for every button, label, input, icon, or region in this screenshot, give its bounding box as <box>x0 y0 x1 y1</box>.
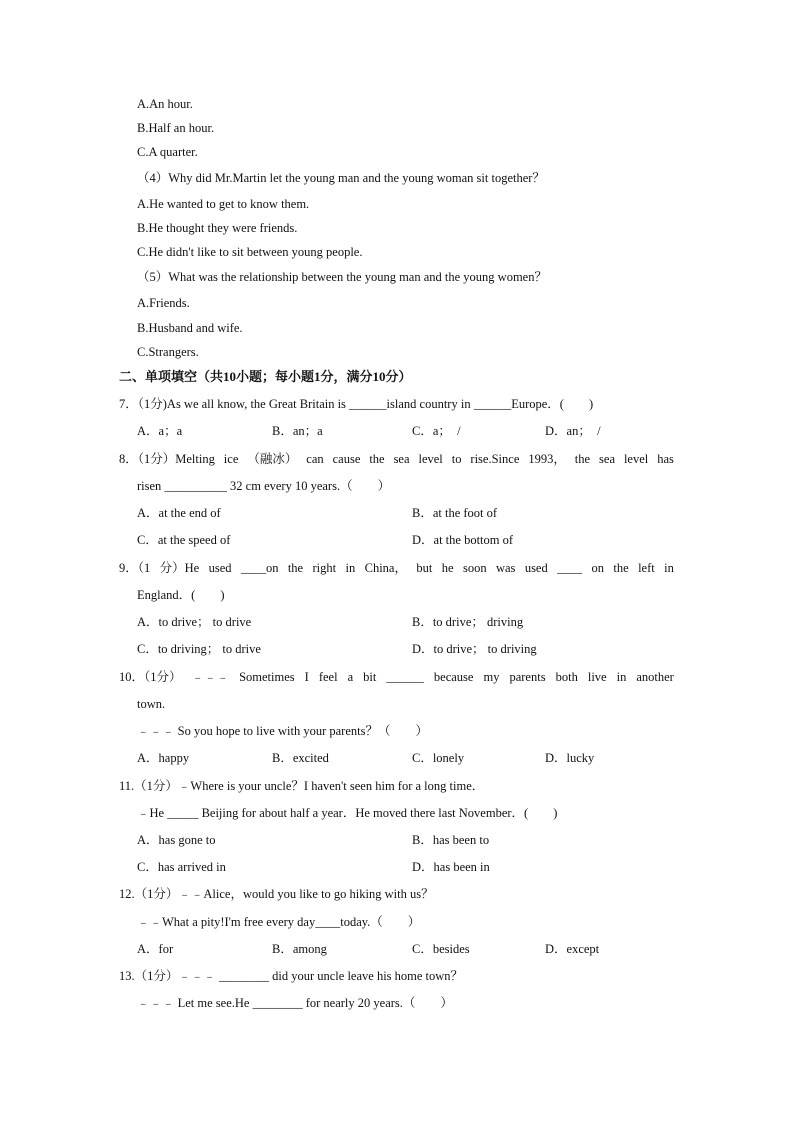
option-3b: B.Half an hour. <box>137 121 215 135</box>
question-12-option-c: C．besides <box>412 942 470 956</box>
question-7-option-d: D．an； / <box>545 424 601 438</box>
question-10-option-a: A．happy <box>137 751 190 765</box>
option-3a: A.An hour. <box>137 97 193 111</box>
option-3c: C.A quarter. <box>137 145 198 159</box>
question-13-line1: 13.（1分）﹣﹣﹣ ________ did your uncle leave his home town？ <box>119 969 464 983</box>
question-12-line2: ﹣﹣What a pity!I'm free every day____today.（ ） <box>137 915 421 929</box>
question-8-option-d: D．at the bottom of <box>412 533 514 547</box>
question-8-line1: 8．（1分）Melting ice （融冰） can cause the sea level to rise.Since 1993， the sea level has <box>119 452 674 466</box>
question-9-option-b: B．to drive； driving <box>412 615 524 629</box>
question-10-line3: ﹣﹣﹣ So you hope to live with your parents？（ ） <box>137 724 428 738</box>
question-10-line1: 10．（1分） ﹣﹣﹣ Sometimes I feel a bit ______ because my parents both live in another <box>119 670 674 684</box>
question-10-option-b: B．excited <box>272 751 329 765</box>
option-5b: B.Husband and wife. <box>137 321 243 335</box>
question-11-option-b: B．has been to <box>412 833 490 847</box>
question-11-line1: 11.（1分）﹣Where is your uncle？I haven't seen him for a long time． <box>119 779 485 793</box>
question-10-option-d: D．lucky <box>545 751 595 765</box>
question-8-option-a: A．at the end of <box>137 506 221 520</box>
question-7-option-a: A．a；a <box>137 424 183 438</box>
question-8-option-b: B．at the foot of <box>412 506 498 520</box>
question-11-option-a: A．has gone to <box>137 833 216 847</box>
question-10-option-c: C．lonely <box>412 751 465 765</box>
question-9-line2: England．( ) <box>137 588 225 602</box>
question-7-option-b: B．an；a <box>272 424 323 438</box>
question-8-line2: risen __________ 32 cm every 10 years.（ ） <box>137 479 391 493</box>
question-10-line2: town. <box>137 697 166 711</box>
question-11-option-c: C．has arrived in <box>137 860 226 874</box>
option-4a: A.He wanted to get to know them. <box>137 197 310 211</box>
question-11-line2: ﹣He _____ Beijing for about half a year．He moved there last November．( ) <box>137 806 558 820</box>
question-9-option-a: A．to drive； to drive <box>137 615 252 629</box>
option-4b: B.He thought they were friends. <box>137 221 298 235</box>
question-12-line1: 12.（1分）﹣﹣Alice，would you like to go hiking with us？ <box>119 887 434 901</box>
question-7-stem: 7．（1分)As we all know, the Great Britain is ______island country in ______Europe．( ) <box>119 397 594 411</box>
question-13-line2: ﹣﹣﹣ Let me see.He ________ for nearly 20 years.（ ） <box>137 996 453 1010</box>
question-7-option-c: C．a； / <box>412 424 461 438</box>
question-12-option-b: B．among <box>272 942 327 956</box>
question-8-option-c: C．at the speed of <box>137 533 231 547</box>
option-5a: A.Friends. <box>137 296 190 310</box>
question-11-option-d: D．has been in <box>412 860 490 874</box>
question-9-option-d: D．to drive； to driving <box>412 642 537 656</box>
question-12-option-a: A．for <box>137 942 174 956</box>
question-5: （5）What was the relationship between the young man and the young women？ <box>137 270 547 284</box>
option-5c: C.Strangers. <box>137 345 199 359</box>
section-title: 二、单项填空（共10小题；每小题1分，满分10分） <box>119 369 412 384</box>
question-9-line1: 9．（1 分）He used ____on the right in China， but he soon was used ____ on the left in <box>119 561 674 575</box>
question-12-option-d: D．except <box>545 942 600 956</box>
option-4c: C.He didn't like to sit between young people. <box>137 245 363 259</box>
question-9-option-c: C．to driving； to drive <box>137 642 261 656</box>
question-4: （4）Why did Mr.Martin let the young man and the young woman sit together？ <box>137 171 545 185</box>
